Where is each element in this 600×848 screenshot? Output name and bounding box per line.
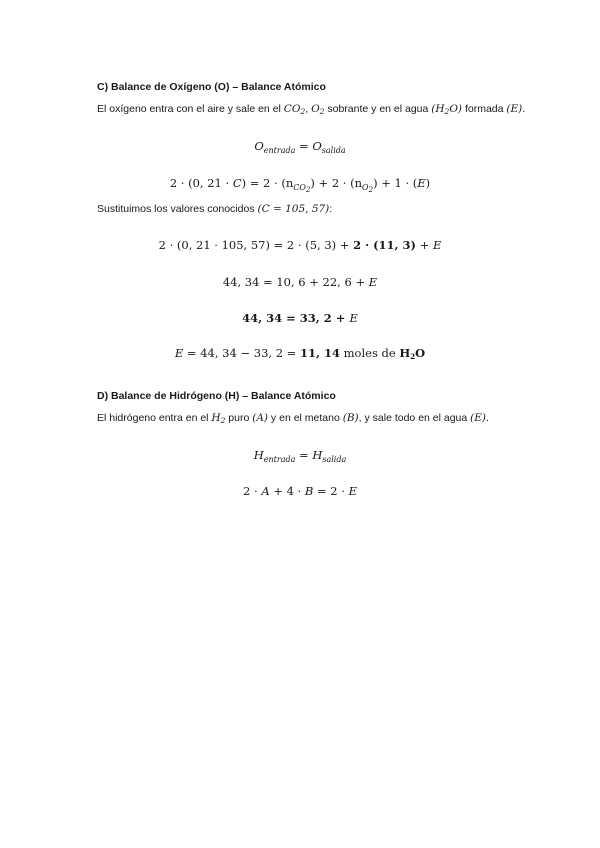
equation-result	[0, 346, 600, 361]
eq-rhs-sub: salida	[322, 455, 347, 464]
eq-lhs-sub: entrada	[263, 146, 296, 155]
section-c-heading: C) Balance de Oxígeno (O) – Balance Atómico	[97, 81, 326, 93]
subst-end: :	[329, 203, 333, 215]
equation-simplified-2	[0, 311, 600, 325]
var-e: (E)	[506, 103, 523, 115]
eq-part: 2 · (0, 21 · 105, 57) = 2 · (5, 3) +	[158, 238, 354, 252]
eq-lhs-sub: entrada	[263, 455, 296, 464]
intro-end: .	[522, 103, 526, 115]
h2o-sub: 2	[410, 352, 416, 361]
eq-sub	[362, 183, 373, 192]
eq-rhs: H	[312, 448, 323, 462]
equation-substituted	[0, 238, 600, 252]
intro-end: .	[486, 412, 489, 424]
intro-text-mid: sobrante y en el agua	[324, 103, 432, 115]
section-d-intro	[97, 412, 489, 425]
eq-part: +	[416, 238, 433, 252]
eq-part: ) + 1 · (	[373, 176, 418, 190]
h2-subscript: 2	[220, 416, 226, 425]
eq-var-e: E	[174, 346, 184, 360]
eq-h2o	[399, 346, 425, 360]
eq-result-value: 11, 14	[299, 346, 340, 360]
eq-sub	[293, 183, 310, 192]
eq-part: 44, 34 = 33, 2 +	[242, 311, 350, 325]
eq-bold-term: 2 · (11, 3)	[353, 238, 417, 252]
eq-sub-2: 2	[368, 186, 374, 194]
eq-var-e: E	[368, 275, 378, 289]
o2-symbol: O	[311, 103, 320, 115]
section-d-heading: D) Balance de Hidrógeno (H) – Balance Atómico	[97, 390, 336, 402]
h2o-h: H	[399, 346, 411, 360]
eq-bold-line	[242, 311, 349, 325]
co2-symbol: CO	[283, 103, 301, 115]
var-e: (E)	[470, 412, 487, 424]
subst-value: (C = 105, 57)	[257, 203, 330, 215]
intro-text: y en el metano	[268, 412, 343, 424]
h2o-open: (H	[431, 103, 445, 115]
eq-sub-2: 2	[305, 186, 311, 194]
eq-var-e: E	[348, 484, 357, 498]
o2-subscript: 2	[319, 107, 325, 116]
eq-var-a: A	[261, 484, 270, 498]
substitution-text	[97, 203, 332, 215]
intro-text: El hidrógeno entra en el	[97, 412, 212, 424]
equation-hydrogen-balance	[0, 448, 600, 464]
eq-var-e: E	[432, 238, 442, 252]
eq-lhs: H	[253, 448, 264, 462]
eq-var-c: C	[232, 176, 242, 190]
var-a: (A)	[252, 412, 269, 424]
intro-text: , y sale todo en el agua	[358, 412, 471, 424]
h2-symbol: H	[211, 412, 221, 424]
eq-lhs: O	[254, 139, 264, 153]
eq-part: = 2 ·	[313, 484, 349, 498]
eq-part: 2 · (0, 21 ·	[169, 176, 233, 190]
eq-part: + 4 ·	[269, 484, 305, 498]
var-b: (B)	[342, 412, 359, 424]
h2o-o: O	[415, 346, 426, 360]
eq-part: ) = 2 · (n	[241, 176, 294, 190]
equation-hydrogen-expanded	[0, 484, 600, 498]
subst-label: Sustituimos los valores conocidos	[97, 203, 258, 215]
equation-simplified-1	[0, 275, 600, 289]
eq-part: = 44, 34 − 33, 2 =	[183, 346, 300, 360]
intro-text-suffix: formada	[462, 103, 507, 115]
co2-subscript: 2	[300, 107, 306, 116]
eq-var-e: E	[349, 311, 358, 325]
eq-sub-o: O	[362, 183, 369, 192]
eq-sub-co: CO	[293, 183, 306, 192]
eq-moles-text: moles de	[339, 346, 400, 360]
eq-rhs: O	[312, 139, 322, 153]
equation-oxygen-expanded	[0, 176, 600, 194]
eq-op: =	[295, 448, 313, 462]
eq-part: 2 ·	[243, 484, 262, 498]
equation-oxygen-balance	[0, 139, 600, 155]
intro-text: puro	[225, 412, 253, 424]
eq-rhs-sub: salida	[321, 146, 346, 155]
eq-op: =	[295, 139, 313, 153]
h2o-subscript: 2	[444, 107, 450, 116]
eq-var-b: B	[304, 484, 314, 498]
separator: ,	[305, 103, 312, 115]
h2o-close: O)	[449, 103, 463, 115]
section-c-intro	[97, 103, 525, 116]
eq-var-e: E	[417, 176, 426, 190]
eq-part: ) + 2 · (n	[310, 176, 363, 190]
eq-part: )	[425, 176, 431, 190]
intro-text: El oxígeno entra con el aire y sale en el	[97, 103, 284, 115]
eq-part: 44, 34 = 10, 6 + 22, 6 +	[222, 275, 369, 289]
